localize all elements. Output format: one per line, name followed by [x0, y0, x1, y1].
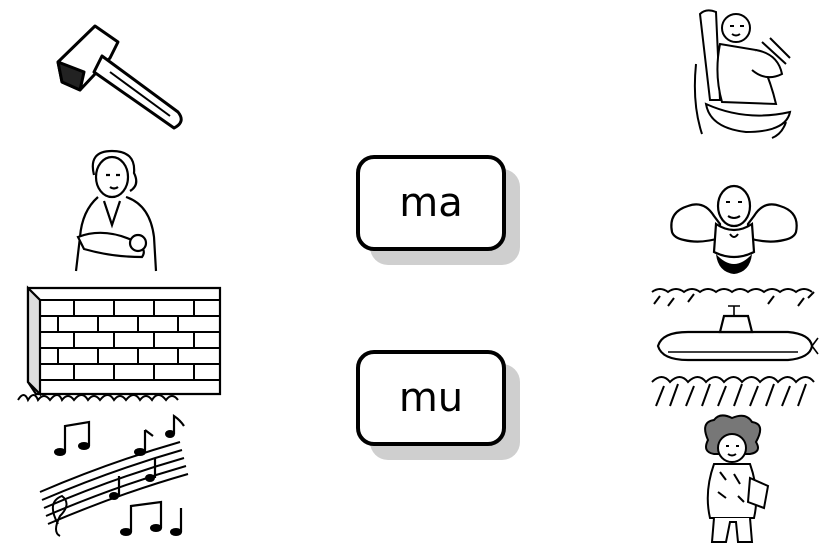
music-notes-icon — [30, 412, 192, 544]
strongman-muscles-icon — [664, 176, 804, 276]
brick-wall-icon — [14, 282, 226, 408]
scruffy-boy-icon — [690, 412, 774, 548]
mother-with-baby-icon — [64, 145, 168, 273]
grandmother-knitting-icon — [686, 4, 796, 140]
syllable-label: mu — [356, 350, 506, 446]
syllable-label: ma — [356, 155, 506, 251]
syllable-card-ma[interactable] — [356, 155, 520, 265]
submarine-icon — [648, 282, 820, 410]
hammer-icon — [40, 12, 190, 132]
syllable-card-mu[interactable] — [356, 350, 520, 460]
